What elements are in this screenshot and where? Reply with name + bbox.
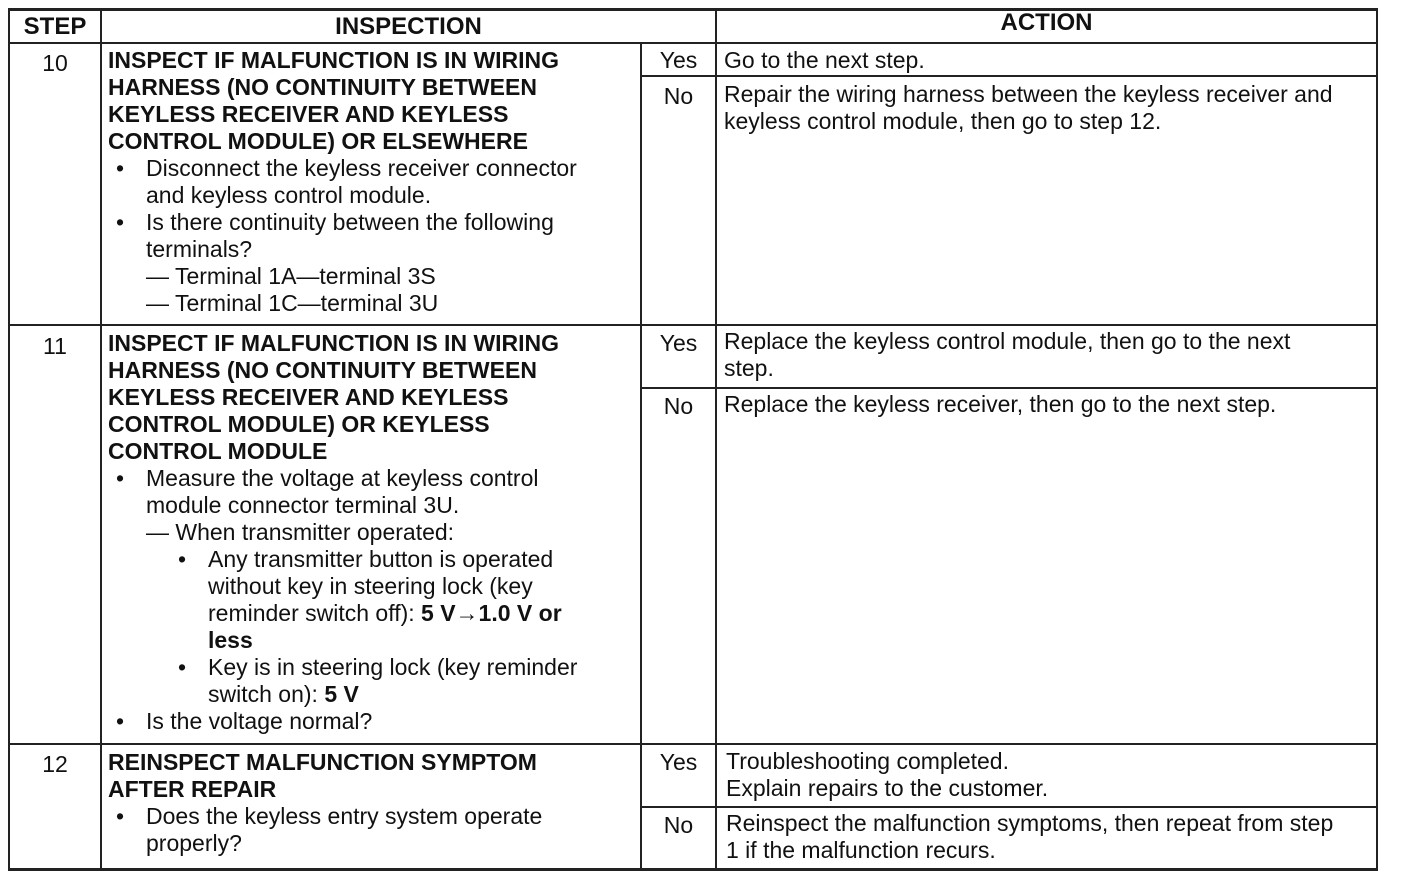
row-11-sub-bullet-1-value: 5 V→1.0 V or <box>421 600 562 626</box>
row-10-bullet-2-line: • Is there continuity between the following <box>146 209 554 235</box>
row-10-title-line: KEYLESS RECEIVER AND KEYLESS <box>108 101 509 127</box>
row-11-sub-bullet-1-line <box>208 600 638 627</box>
row-12-no-action <box>726 810 1376 864</box>
row-10-title-line: INSPECT IF MALFUNCTION IS IN WIRING <box>108 47 560 73</box>
row-11-yes-action-line: step. <box>724 355 774 381</box>
row-11-sub-bullet-1-value: less <box>208 627 253 653</box>
row-12-yes-label: Yes <box>659 749 698 775</box>
row-12-no-label: No <box>663 812 694 838</box>
row-11-no-action: Replace the keyless receiver, then go to the next step. <box>724 391 1277 417</box>
row-11-bullet-1 <box>108 465 638 519</box>
row-11-sub-bullet-2-text: switch on): <box>208 681 325 707</box>
row-10-no-action <box>724 81 1374 135</box>
row-10-yes-no-separator <box>640 75 1378 77</box>
row-11-title-line: HARNESS (NO CONTINUITY BETWEEN <box>108 357 537 383</box>
row-12-no-action-line: 1 if the malfunction recurs. <box>726 837 996 863</box>
row-11-sub-bullet-2-line <box>208 681 638 708</box>
row-11-sub-bullet-1-line: without key in steering lock (key <box>208 573 533 599</box>
row-12-bullet-1-line: properly? <box>146 830 242 856</box>
row-11-title-line: CONTROL MODULE) OR KEYLESS <box>108 411 490 437</box>
step-column-divider <box>100 8 102 870</box>
row-11-yes-label: Yes <box>659 330 698 356</box>
row-11-condition: — When transmitter operated: <box>146 519 455 545</box>
row-11-title-line: CONTROL MODULE <box>108 438 328 464</box>
step-number-12: 12 <box>42 751 68 777</box>
row-11-bullet-2: • Is the voltage normal? <box>108 708 638 735</box>
row-10-no-action-line: Repair the wiring harness between the keyless receiver and <box>724 81 1333 107</box>
row-11-title-line: KEYLESS RECEIVER AND KEYLESS <box>108 384 509 410</box>
row-11-bullet-1-line: module connector terminal 3U. <box>146 492 460 518</box>
row-11-sub-bullet-1-text: reminder switch off): <box>208 600 422 626</box>
row-10-title-line: HARNESS (NO CONTINUITY BETWEEN <box>108 74 537 100</box>
row-11-bullet-1-line: • Measure the voltage at keyless control <box>146 465 539 491</box>
row-10-no-action-line: keyless control module, then go to step 12. <box>724 108 1162 134</box>
row-11-inspection <box>108 330 638 735</box>
row-12-bullet-1 <box>108 803 638 857</box>
row-12-yes-action <box>726 748 1376 802</box>
step-number-11: 11 <box>43 333 67 359</box>
header-step: STEP <box>23 13 87 40</box>
row-11-no-label: No <box>663 393 694 419</box>
header-inspection: INSPECTION <box>335 13 482 40</box>
row-11-sub-bullet-1-line: • Any transmitter button is operated <box>208 546 554 572</box>
step-number-10: 10 <box>42 50 68 76</box>
row-11-yes-action-line: Replace the keyless control module, then go to the next <box>724 328 1291 354</box>
row-10-bullet-1 <box>108 155 638 209</box>
row-10-terminal-1: — Terminal 1A—terminal 3S <box>146 263 436 289</box>
row-10-yes-action: Go to the next step. <box>724 47 925 73</box>
row-12-bullet-1-line: • Does the keyless entry system operate <box>146 803 543 829</box>
row-12-title-line: REINSPECT MALFUNCTION SYMPTOM <box>108 749 537 775</box>
row-12-yes-no-separator <box>640 806 1378 808</box>
row-10-inspection <box>108 47 638 317</box>
row-11-sub-bullet-1 <box>108 546 638 654</box>
row-12-inspection <box>108 749 638 857</box>
row-11-sub-bullet-1-line <box>208 627 638 654</box>
row-11-title-line: INSPECT IF MALFUNCTION IS IN WIRING <box>108 330 560 356</box>
table-right-border <box>1376 8 1378 870</box>
row-12-no-action-line: Reinspect the malfunction symptoms, then repeat from step <box>726 810 1334 836</box>
row-10-bullet-1-line: and keyless control module. <box>146 182 432 208</box>
row-10-bullet-1-line: • Disconnect the keyless receiver connector <box>146 155 577 181</box>
row-11-bottom-border <box>8 743 1378 745</box>
row-11-yes-action <box>724 328 1374 382</box>
row-10-no-label: No <box>663 83 694 109</box>
row-11-sub-bullet-2-line: • Key is in steering lock (key reminder <box>208 654 578 680</box>
row-10-bottom-border <box>8 324 1378 326</box>
row-11-yes-no-separator <box>640 387 1378 389</box>
table-left-border <box>8 8 10 870</box>
row-10-bullet-2-line: terminals? <box>146 236 253 262</box>
header-action: ACTION <box>1000 9 1093 36</box>
row-12-title-line: AFTER REPAIR <box>108 776 277 802</box>
row-11-sub-bullet-2-value: 5 V <box>324 681 359 707</box>
row-11-sub-bullet-2 <box>108 654 638 708</box>
table-bottom-border <box>8 868 1378 871</box>
action-column-divider <box>715 8 717 870</box>
row-10-title-line: CONTROL MODULE) OR ELSEWHERE <box>108 128 528 154</box>
header-separator <box>8 42 1378 44</box>
row-12-yes-action-line: Explain repairs to the customer. <box>726 775 1049 801</box>
row-10-terminal-2: — Terminal 1C—terminal 3U <box>146 290 439 316</box>
row-12-yes-action-line: Troubleshooting completed. <box>726 748 1009 774</box>
row-10-yes-label: Yes <box>659 47 698 73</box>
inspection-yesno-divider <box>640 42 642 870</box>
row-10-bullet-2 <box>108 209 638 263</box>
